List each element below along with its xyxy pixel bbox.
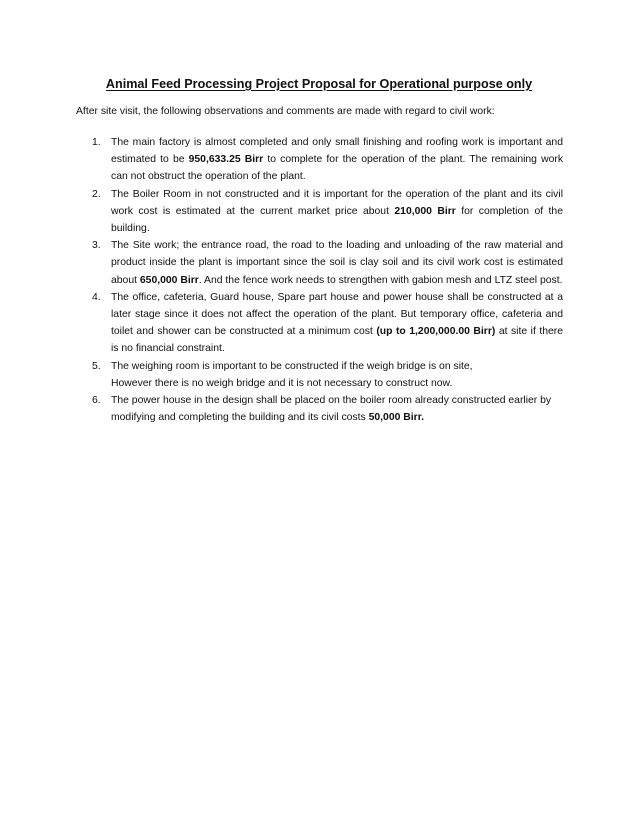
cost-amount: 950,633.25 Birr xyxy=(188,154,264,166)
list-item-text xyxy=(111,237,563,289)
document-title-text: Animal Feed Processing Project Proposal for Operational purpose only xyxy=(105,77,533,91)
item-text: The Site work; the entrance road, the road to the loading and unloading of the raw material and product inside the plant is important since the soil is clay soil and its civil work cost is estimated about xyxy=(111,240,563,286)
list-item xyxy=(92,358,563,392)
cost-amount: 50,000 Birr. xyxy=(368,412,425,424)
list-item-number: 5. xyxy=(92,360,101,372)
list-item xyxy=(92,134,563,186)
list-item-number: 6. xyxy=(92,395,101,407)
list-item-text xyxy=(111,289,563,358)
item-text: The power house in the design shall be placed on the boiler room already constructed earlier by modifying and completing the building and its civil costs xyxy=(111,395,552,424)
cost-amount: (up to 1,200,000.00 Birr) xyxy=(376,326,496,338)
item-text: The main factory is almost completed and only small finishing and roofing work is important and estimated to be xyxy=(111,137,563,166)
item-text-line: The weighing room is important to be constructed if the weigh bridge is on site, xyxy=(111,360,473,372)
list-item-text xyxy=(111,392,563,426)
list-item-text xyxy=(111,358,563,392)
list-item-text xyxy=(111,134,563,186)
list-item-number: 3. xyxy=(92,240,101,252)
item-text: . And the fence work needs to strengthen with gabion mesh and LTZ steel post. xyxy=(198,274,563,286)
item-text: to complete for the operation of the plant. The remaining work can not obstruct the operation of the plant. xyxy=(111,154,564,183)
list-item-number: 4. xyxy=(92,291,101,303)
list-item xyxy=(92,186,563,238)
cost-amount: 210,000 Birr xyxy=(394,205,456,217)
item-text: for completion of the building. xyxy=(111,205,563,235)
observations-list xyxy=(92,134,563,426)
list-item xyxy=(92,392,563,426)
list-item-number: 2. xyxy=(92,188,101,200)
list-item-text xyxy=(111,186,563,238)
document-title xyxy=(0,76,638,92)
list-item xyxy=(92,289,563,358)
item-text-line: However there is no weigh bridge and it is not necessary to construct now. xyxy=(111,377,453,389)
item-text: The Boiler Room in not constructed and it is important for the operation of the plant and its civil work cost is estimated at the current market price about xyxy=(111,188,563,217)
item-text: The office, cafeteria, Guard house, Spare part house and power house shall be constructed at a later stage since it does not affect the operation of the plant. But temporary office, cafeteria and toilet and shower can be constructed at a minimum cost xyxy=(111,291,563,338)
list-item xyxy=(92,237,563,289)
item-text: at site if there is no financial constraint. xyxy=(111,326,563,355)
list-item-number: 1. xyxy=(92,137,101,148)
intro-paragraph: After site visit, the following observations and comments are made with regard to civil work: xyxy=(76,106,495,117)
cost-amount: 650,000 Birr xyxy=(139,274,199,286)
